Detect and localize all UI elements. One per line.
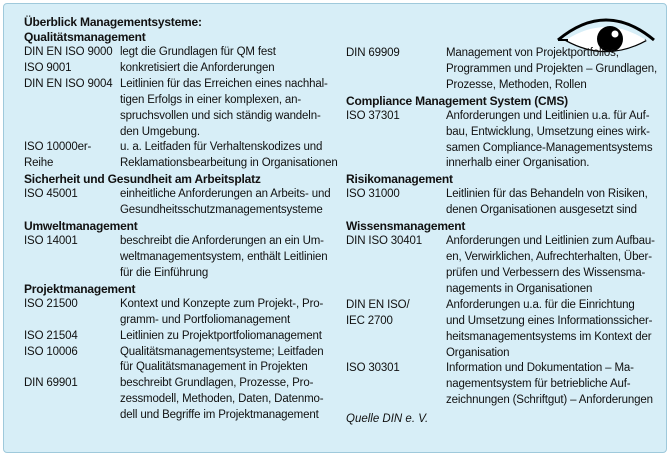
standard-code: ISO 21504 (24, 329, 78, 342)
list-item (24, 345, 344, 377)
standard-description: beschreibt die Anforderungen an ein Um- weltmanagementsystem, enthält Leitlinien für die Einführung (120, 235, 328, 279)
standard-code: ISO 30301 (346, 362, 400, 375)
section-arbeitssicherheit (24, 172, 344, 219)
list-item (24, 45, 344, 61)
section-heading: Umweltmanagement (24, 219, 138, 234)
section-compliance (346, 94, 661, 173)
section-qualitaet (24, 30, 344, 172)
standard-code: ISO 10000er-Reihe (24, 141, 92, 170)
standard-description: konkretisiert die Anforderungen (120, 61, 275, 74)
standard-code: ISO 21500 (24, 297, 78, 310)
list-item (346, 298, 661, 362)
list-item (346, 109, 661, 173)
standard-description: Anforderungen und Leitlinien zum Aufbau- en, Verwirklichen, Aufrechterhalten, Über- prüfen und Verbessern des Wissensma- nagements in Organisationen (446, 235, 655, 295)
list-item (24, 234, 344, 282)
section-projekt (24, 282, 344, 424)
list-item (346, 46, 661, 94)
section-heading: Projektmanagement (24, 281, 136, 296)
standard-code: ISO 45001 (24, 188, 78, 201)
list-item (24, 187, 344, 219)
list-item (24, 297, 344, 329)
list-item (24, 140, 344, 172)
list-item (346, 187, 661, 219)
list-item (346, 234, 661, 298)
standard-code: DIN ISO 30401 (346, 235, 423, 248)
standard-description: einheitliche Anforderungen an Arbeits- und Gesundheitsschutzmanagementsysteme (120, 188, 331, 217)
standard-description: Kontext und Konzepte zum Projekt-, Pro- gramm- und Portfoliomanagement (120, 297, 324, 326)
standard-code: ISO 14001 (24, 235, 78, 248)
list-item (24, 61, 344, 77)
right-column (346, 46, 661, 427)
standard-description: Anforderungen u.a. für die Einrichtung und Umsetzung eines Informationssicher- heitsmanagementsystems im Kontext der Organisation (446, 298, 653, 359)
section-heading: Sicherheit und Gesundheit am Arbeitsplatz (24, 172, 261, 187)
standard-description: Anforderungen und Leitlinien u.a. für Auf- bau, Entwicklung, Umsetzung eines wirk- samen Compliance-Managementsystems innerhalb einer Organisation. (446, 109, 653, 170)
list-item (24, 77, 344, 141)
list-item (346, 361, 661, 409)
page-title: Überblick Managementsysteme: (24, 15, 202, 29)
section-heading: Risikomanagement (346, 172, 453, 187)
section-heading: Qualitätsmanagement (24, 30, 146, 44)
standard-code: DIN EN ISO/ IEC 2700 (346, 298, 410, 327)
standard-description: Management von Projektportfolios, Programmen und Projekten – Grundlagen, Prozesse, Methoden, Rollen (446, 47, 658, 91)
standard-description: u. a. Leitfaden für Verhaltenskodizes und Reklamationsbearbeitung in Organisationen (120, 141, 338, 170)
standard-description: Leitlinien für das Behandeln von Risiken, denen Organisationen ausgesetzt sind (446, 188, 648, 217)
standard-code: DIN EN ISO 9000 (24, 46, 113, 58)
section-heading: Compliance Management System (CMS) (346, 93, 568, 108)
section-risiko (346, 172, 661, 219)
section-wissen (346, 219, 661, 409)
standard-code: ISO 37301 (346, 109, 400, 122)
standard-description: legt die Grundlagen für QM fest (120, 46, 276, 58)
standard-description: Information und Dokumentation – Ma- nagementsystem für betriebliche Auf- zeichnungen (Schriftgut) – Anforderungen (446, 362, 653, 407)
section-projekt-continued (346, 46, 661, 94)
left-column (24, 30, 344, 424)
standard-code: DIN 69901 (24, 377, 78, 390)
list-item (24, 376, 344, 424)
standard-code: DIN 69909 (346, 47, 400, 59)
source-note: Quelle DIN e. V. (346, 413, 429, 426)
standard-description: Leitlinien für das Erreichen eines nachhal- tigen Erfolgs in einer komplexen, an- spruchsvollen und sich ständig wandeln- den Umgebung. (120, 77, 328, 138)
section-umwelt (24, 219, 344, 282)
standard-description: beschreibt Grundlagen, Prozesse, Pro- zessmodell, Methoden, Daten, Datenmo- dell und Begriffe im Projektmanagement (120, 377, 324, 422)
standard-code: ISO 10006 (24, 345, 78, 358)
standard-code: ISO 31000 (346, 188, 400, 201)
info-box (3, 3, 667, 453)
standard-code: DIN EN ISO 9004 (24, 77, 113, 90)
standard-code: ISO 9001 (24, 61, 72, 74)
standard-description: Leitlinien zu Projektportfoliomanagement (120, 329, 322, 342)
list-item (24, 329, 344, 345)
section-heading: Wissensmanagement (346, 219, 466, 234)
standard-description: Qualitätsmanagementsysteme; Leitfaden für Qualitätsmanagement in Projekten (120, 345, 324, 374)
